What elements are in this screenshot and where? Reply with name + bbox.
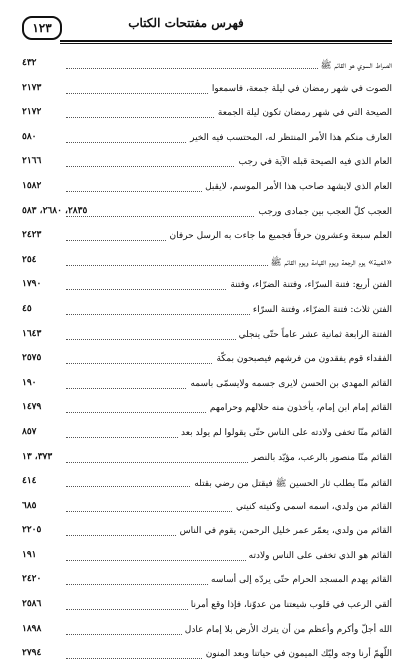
index-entry: [22, 327, 392, 352]
entry-reference: ٦٨٥: [22, 501, 40, 511]
entry-reference: ٣٧٣، ١٣: [22, 452, 55, 462]
entry-text: «الغيبة» يوم الرجعة ويوم القيامة ويوم القائم ﷺ: [268, 256, 392, 270]
entry-reference: ١٨٩٨: [22, 624, 44, 634]
index-entry: [22, 548, 392, 573]
entry-text: القائم منّا يطلب ثار الحسين ﷺ فيقتل من رضي بقتله: [191, 477, 392, 491]
page-number: ١٢٣: [22, 16, 62, 40]
entry-text: العجب كلّ العجب بين جمادى ورجب: [255, 207, 392, 217]
entry-reference: ٢٤٢٠: [22, 574, 44, 584]
entry-text: الفتن أربع: فتنة السرّاء، وفتنة الضرّاء، وفتنة: [227, 280, 392, 290]
entry-text: العام الذي فيه الصيحة قبله الآية في رجب: [235, 157, 392, 167]
index-entry: [22, 253, 392, 278]
entry-text: القائم هو الذي تخفى على الناس ولادته: [246, 551, 392, 561]
index-entry: [22, 81, 392, 106]
entry-text: الفتن ثلاث: فتنة الضرّاء، وفتنة السرّاء: [250, 305, 392, 315]
header-rule: [60, 40, 392, 42]
entry-text: الصراط السوي هو القائم ﷺ: [318, 59, 392, 73]
entry-text: الفقداء قوم يفقدون من فرشهم فيصبحون بمكّة: [213, 354, 392, 364]
entry-text: ألقي الرعب في قلوب شيعتنا من عدوّنا، فإذا وقع أمرنا: [188, 600, 392, 610]
entry-text: القائم المهدي بن الحسن لايرى جسمه ولايسمّى باسمه: [187, 379, 392, 389]
index-list: [22, 56, 392, 671]
index-entry: [22, 376, 392, 401]
entry-reference: ١٦٤٣: [22, 329, 44, 339]
index-entry: [22, 523, 392, 548]
entry-reference: ١٧٩٠: [22, 279, 44, 289]
index-entry: [22, 277, 392, 302]
entry-text: القائم منّا منصور بالرعب، مؤيّد بالنصر: [249, 453, 392, 463]
index-entry: [22, 474, 392, 499]
entry-text: القائم يهدم المسجد الحرام حتّى يردّه إلى أساسه: [208, 575, 392, 585]
entry-text: العام الذي لايشهد صاحب هذا الأمر الموسم، لايقبل: [202, 182, 392, 192]
entry-reference: ١٩٠: [22, 378, 40, 388]
entry-text: الفتنة الرابعة ثمانية عشر عاماً حتّى ينجلي: [236, 330, 392, 340]
index-entry: [22, 302, 392, 327]
entry-text: القائم من ولدي، اسمه اسمي وكنيته كنيتي: [233, 502, 392, 512]
entry-reference: ٤٥: [22, 304, 35, 314]
index-entry: [22, 204, 392, 229]
entry-text: القائم من ولدي، يعمّر عمر خليل الرحمن، يقوم في الناس: [177, 526, 392, 536]
index-entry: [22, 622, 392, 647]
index-entry: [22, 351, 392, 376]
entry-text: القائم إمام ابن إمام، يأخذون منه حلالهم وحرامهم: [207, 403, 392, 413]
page-header: [20, 10, 392, 40]
index-entry: [22, 450, 392, 475]
index-entry: [22, 572, 392, 597]
header-rule-thin: [60, 43, 392, 44]
index-entry: [22, 597, 392, 622]
entry-reference: ٢١٦٦: [22, 156, 44, 166]
entry-reference: ٢٢٠٥: [22, 525, 44, 535]
entry-reference: ٨٥٧: [22, 427, 40, 437]
entry-reference: ٢٥٤: [22, 255, 40, 265]
entry-reference: ٢٥٨٦: [22, 599, 44, 609]
entry-text: العارف منكم هذا الأمر المنتظر له، المحتسب فيه الخير: [187, 133, 392, 143]
entry-reference: ١٥٨٢: [22, 181, 44, 191]
entry-text: القائم منّا تخفى ولادته على الناس حتّى يقولوا لم يولد بعد: [178, 428, 392, 438]
index-entry: [22, 105, 392, 130]
entry-reference: ٤٣٢: [22, 58, 40, 68]
index-entry: [22, 56, 392, 81]
index-entry: [22, 228, 392, 253]
entry-reference: ٢٥٧٥: [22, 353, 44, 363]
index-entry: [22, 130, 392, 155]
entry-text: الصيحة التي في شهر رمضان تكون ليلة الجمعة: [215, 108, 392, 118]
entry-text: الصوت في شهر رمضان في ليلة جمعة، فاسمعوا: [209, 84, 392, 94]
index-entry: [22, 646, 392, 671]
entry-reference: ٢٤٢٣: [22, 230, 44, 240]
index-entry: [22, 499, 392, 524]
index-entry: [22, 425, 392, 450]
entry-reference: ٢١٧٢: [22, 107, 44, 117]
entry-reference: ٤١٤: [22, 476, 40, 486]
entry-text: اللّهمّ أرنا وجه وليّك الميمون في حياتنا وبعد المنون: [203, 649, 392, 659]
entry-reference: ٢٨٣٥، ٢٦٨٠، ٥٨٣: [22, 206, 90, 216]
index-entry: [22, 179, 392, 204]
index-entry: [22, 400, 392, 425]
index-entry: [22, 154, 392, 179]
entry-reference: ١٤٧٩: [22, 402, 44, 412]
entry-reference: ٢٧٩٤: [22, 648, 44, 658]
entry-reference: ٥٨٠: [22, 132, 40, 142]
entry-text: الله أجلّ وأكرم وأعظم من أن يترك الأرض بلا إمام عادل: [182, 625, 392, 635]
entry-reference: ١٩١: [22, 550, 40, 560]
entry-text: العلم سبعة وعشرون حرفاً فجميع ما جاءت به الرسل حرفان: [167, 231, 392, 241]
page-title: فهرس مفتتحات الكتاب: [128, 16, 244, 30]
entry-reference: ٢١٧٣: [22, 83, 44, 93]
